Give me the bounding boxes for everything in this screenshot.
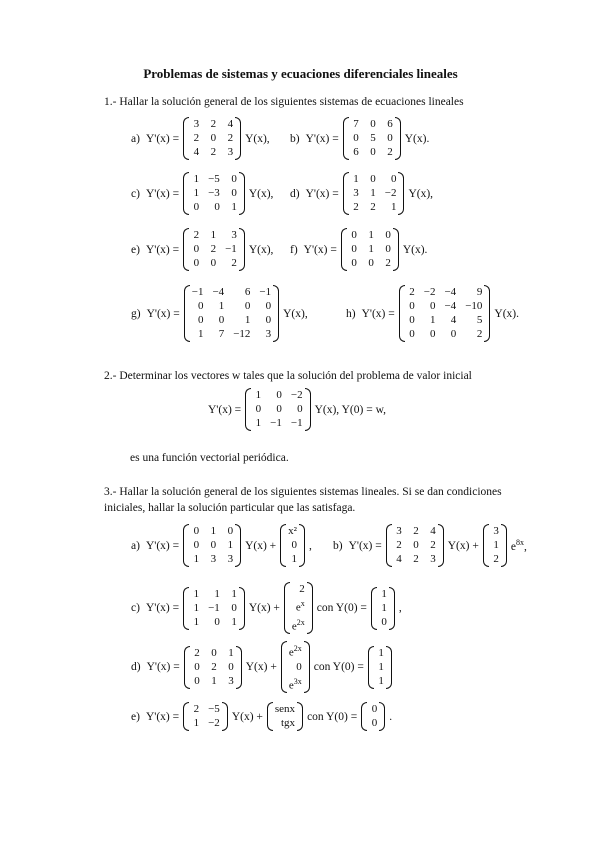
equation-lhs: Y'(x) = xyxy=(361,307,395,320)
eq-3e xyxy=(128,702,395,731)
equation-mid: Y(x) + xyxy=(447,539,479,552)
matrix-cell: tgx xyxy=(281,717,296,729)
matrix-cell: 2 xyxy=(430,539,436,551)
matrix-cell: 2 xyxy=(353,201,359,213)
matrix-cell: 0 xyxy=(210,539,217,551)
matrix-cell: 3 xyxy=(193,118,200,130)
matrix-cell: 0 xyxy=(371,717,378,729)
matrix-cell: 1 xyxy=(390,201,397,213)
matrix-cell: 1 xyxy=(193,553,200,565)
matrix-cell: 0 xyxy=(211,646,217,659)
matrix-cell: −10 xyxy=(465,300,483,312)
matrix-cell: 0 xyxy=(390,173,397,185)
matrix-cell: 2 xyxy=(210,146,217,158)
matrix-cell: 0 xyxy=(387,132,393,144)
item-label: e) xyxy=(131,243,140,256)
matrix-cell: 2 xyxy=(385,257,391,269)
matrix-cell: 0 xyxy=(385,243,391,255)
eq-1f xyxy=(287,228,430,271)
coefficient-matrix xyxy=(183,524,241,567)
matrix-cell: $e^x$ xyxy=(295,599,305,614)
equation-lhs: Y'(x) = xyxy=(145,187,180,200)
coefficient-matrix xyxy=(183,587,245,630)
matrix-cell: 1 xyxy=(210,229,217,241)
matrix-cell: 1 xyxy=(214,587,220,600)
coefficient-matrix xyxy=(183,172,245,215)
matrix-cell: 1 xyxy=(218,300,225,312)
equation-tail: $e^{8x}$, xyxy=(510,538,527,553)
matrix-cell: 1 xyxy=(193,601,200,614)
matrix-cell: 0 xyxy=(210,132,217,144)
equation-rhs: Y(x), xyxy=(248,187,274,200)
matrix-cell: −1 xyxy=(191,286,204,298)
equation-tail: con Y(0) = xyxy=(307,710,358,723)
item-label: c) xyxy=(131,602,140,615)
matrix-cell: 2 xyxy=(193,132,200,144)
matrix-cell: 0 xyxy=(370,173,376,185)
problem-2-heading: 2.- Determinar los vectores w tales que la solución del problema de valor inicial xyxy=(104,370,472,382)
matrix-cell: senx xyxy=(274,703,296,715)
matrix-cell: 1 xyxy=(211,674,217,687)
matrix-cell: 2 xyxy=(193,703,200,715)
matrix-cell: 2 xyxy=(210,118,217,130)
matrix-cell: 0 xyxy=(197,300,204,312)
problem-3-heading: 3.- Hallar la solución general de los siguientes sistemas lineales. Si se dan condiciones iniciales, hallar la solución particular que las satisfaga. xyxy=(104,486,502,514)
equation-rhs: Y(x), xyxy=(245,132,270,145)
matrix-cell: 1 xyxy=(210,525,217,537)
coefficient-matrix xyxy=(183,702,228,731)
matrix-cell: 3 xyxy=(396,525,402,537)
eq-3b xyxy=(330,524,530,567)
coefficient-matrix xyxy=(343,117,401,160)
matrix-cell: 0 xyxy=(231,173,237,185)
forcing-vector xyxy=(281,641,310,693)
equation-mid: Y(x) + xyxy=(245,661,277,674)
matrix-cell: 0 xyxy=(371,703,378,715)
equation-lhs: Y'(x) = xyxy=(208,403,242,416)
matrix-cell: 0 xyxy=(214,201,220,213)
matrix-cell: 1 xyxy=(381,601,387,614)
matrix-cell: 1 xyxy=(370,187,376,199)
matrix-cell: −4 xyxy=(212,286,225,298)
matrix-cell: 1 xyxy=(493,539,499,551)
matrix-cell: 0 xyxy=(228,660,234,673)
coefficient-matrix xyxy=(386,524,444,567)
forcing-vector xyxy=(284,582,313,634)
matrix-cell: −3 xyxy=(208,187,220,199)
eq-1e xyxy=(128,228,276,271)
matrix-cell: 2 xyxy=(227,132,234,144)
item-label: a) xyxy=(131,132,140,145)
coefficient-matrix xyxy=(183,228,245,271)
matrix-cell: 2 xyxy=(231,257,237,269)
matrix-cell: 0 xyxy=(385,229,391,241)
item-label: d) xyxy=(131,661,141,674)
matrix-cell: 4 xyxy=(396,553,402,565)
matrix-cell: 0 xyxy=(218,314,225,326)
forcing-vector xyxy=(267,702,303,731)
page-title: Problemas de sistemas y ecuaciones diferenciales lineales xyxy=(143,66,458,81)
matrix-cell: 9 xyxy=(476,286,483,298)
item-label: h) xyxy=(346,307,356,320)
matrix-cell: 1 xyxy=(368,229,374,241)
matrix-cell: 0 xyxy=(413,539,419,551)
matrix-cell: 0 xyxy=(368,257,374,269)
matrix-cell: 1 xyxy=(255,417,262,429)
matrix-cell: 4 xyxy=(450,314,457,326)
matrix-cell: 0 xyxy=(194,660,200,673)
equation-end: . xyxy=(389,710,393,723)
equation-mid: Y(x) + xyxy=(248,602,280,615)
eq-3a xyxy=(128,524,315,567)
equation-rhs: Y(x), xyxy=(408,187,434,200)
coefficient-matrix xyxy=(343,172,405,215)
matrix-cell: 0 xyxy=(381,615,387,628)
equation-lhs: Y'(x) = xyxy=(303,243,337,256)
equation-tail: con Y(0) = xyxy=(313,661,364,674)
matrix-cell: 0 xyxy=(193,525,200,537)
eq-1d xyxy=(287,172,436,215)
matrix-cell: −1 xyxy=(225,243,237,255)
equation-mid: Y(x) + xyxy=(245,539,277,552)
item-label: c) xyxy=(131,187,140,200)
equation-end: , xyxy=(398,602,402,615)
matrix-cell: 1 xyxy=(193,587,200,600)
item-label: d) xyxy=(290,187,300,200)
matrix-cell: 2 xyxy=(194,646,200,659)
matrix-cell: −2 xyxy=(423,286,436,298)
matrix-cell: −4 xyxy=(444,286,457,298)
matrix-cell: 0 xyxy=(214,615,220,628)
equation-lhs: Y'(x) = xyxy=(145,132,180,145)
matrix-cell: 3 xyxy=(227,553,234,565)
matrix-cell: 0 xyxy=(297,403,303,415)
eq-3c xyxy=(128,582,405,634)
equation-lhs: Y'(x) = xyxy=(145,539,180,552)
matrix-cell: 0 xyxy=(197,314,204,326)
matrix-cell: 0 xyxy=(231,601,237,614)
matrix-cell: −12 xyxy=(233,328,251,340)
matrix-cell: 4 xyxy=(227,118,234,130)
matrix-cell: 0 xyxy=(193,243,200,255)
matrix-cell: 2 xyxy=(387,146,393,158)
equation-tail: , xyxy=(308,539,312,552)
matrix-cell: 0 xyxy=(291,539,297,551)
item-label: f) xyxy=(290,243,298,256)
matrix-cell: $e^{3x}$ xyxy=(288,676,302,692)
forcing-vector xyxy=(280,524,305,567)
matrix-cell: 3 xyxy=(265,328,272,340)
equation-rhs: Y(x), xyxy=(248,243,274,256)
matrix-cell: 1 xyxy=(231,587,237,600)
matrix-cell: 2 xyxy=(409,286,415,298)
matrix-cell: 0 xyxy=(255,403,262,415)
problem-1-heading: 1.- Hallar la solución general de los siguientes sistemas de ecuaciones lineales xyxy=(104,96,464,108)
matrix-cell: −1 xyxy=(270,417,282,429)
matrix-cell: 0 xyxy=(409,328,415,340)
matrix-cell: 1 xyxy=(193,615,200,628)
matrix-cell: 1 xyxy=(378,646,384,659)
matrix-cell: 2 xyxy=(193,229,200,241)
matrix-cell: 3 xyxy=(353,187,359,199)
matrix-cell: 3 xyxy=(231,229,237,241)
matrix-cell: 1 xyxy=(378,660,384,673)
matrix-cell: 5 xyxy=(370,132,376,144)
matrix-cell: 3 xyxy=(227,146,234,158)
matrix-cell: −5 xyxy=(208,173,220,185)
matrix-cell: 5 xyxy=(476,314,483,326)
matrix-cell: 3 xyxy=(493,525,499,537)
matrix-cell: 0 xyxy=(450,328,457,340)
forcing-vector xyxy=(483,524,507,567)
matrix-cell: −5 xyxy=(208,703,220,715)
matrix-cell: 0 xyxy=(429,328,436,340)
item-label: b) xyxy=(290,132,300,145)
matrix-cell: 0 xyxy=(409,314,415,326)
matrix-cell: 6 xyxy=(387,118,393,130)
matrix-cell: 1 xyxy=(227,539,234,551)
matrix-cell: 0 xyxy=(276,403,282,415)
matrix-cell: 2 xyxy=(413,525,419,537)
equation-rhs: Y(x), Y(0) = w, xyxy=(314,403,387,416)
equation-rhs: Y(x), xyxy=(283,307,308,320)
problem-2-tail: es una función vectorial periódica. xyxy=(130,452,289,464)
matrix-cell: 2 xyxy=(413,553,419,565)
item-label: e) xyxy=(131,710,140,723)
matrix-cell: 0 xyxy=(231,187,237,199)
matrix-cell: 3 xyxy=(210,553,217,565)
equation-lhs: Y'(x) = xyxy=(305,187,339,200)
matrix-cell: 1 xyxy=(255,389,262,401)
matrix-cell: 2 xyxy=(299,583,305,595)
matrix-cell: 2 xyxy=(476,328,483,340)
matrix-cell: −1 xyxy=(208,601,220,614)
matrix-cell: 0 xyxy=(351,257,357,269)
matrix-cell: 1 xyxy=(368,243,374,255)
matrix-cell: 7 xyxy=(353,118,359,130)
matrix-cell: 6 xyxy=(244,286,251,298)
matrix-cell: 0 xyxy=(265,314,272,326)
matrix-cell: $e^{2x}$ xyxy=(288,644,302,659)
matrix-cell: 0 xyxy=(296,660,302,673)
matrix-cell: 1 xyxy=(231,201,237,213)
matrix-cell: 1 xyxy=(244,314,251,326)
matrix-cell: −4 xyxy=(444,300,457,312)
matrix-cell: −2 xyxy=(384,187,397,199)
matrix-cell: 3 xyxy=(430,553,436,565)
equation-mid: Y(x) + xyxy=(231,710,263,723)
matrix-cell: 1 xyxy=(378,674,384,687)
eq-1h xyxy=(343,285,522,342)
matrix-cell: 2 xyxy=(210,243,217,255)
matrix-cell: 0 xyxy=(193,257,200,269)
matrix-cell: 1 xyxy=(381,587,387,600)
coefficient-matrix xyxy=(184,285,279,342)
equation-lhs: Y'(x) = xyxy=(145,710,180,723)
initial-condition-vector xyxy=(361,702,385,731)
equation-lhs: Y'(x) = xyxy=(145,243,180,256)
equation-rhs: Y(x). xyxy=(402,243,428,256)
item-label: g) xyxy=(131,307,141,320)
matrix-cell: 0 xyxy=(370,146,376,158)
matrix-cell: 4 xyxy=(430,525,436,537)
matrix-cell: 1 xyxy=(228,646,234,659)
matrix-cell: −2 xyxy=(290,389,303,401)
equation-rhs: Y(x). xyxy=(404,132,430,145)
coefficient-matrix xyxy=(183,117,241,160)
matrix-cell: x² xyxy=(288,525,297,537)
initial-condition-vector xyxy=(371,587,395,630)
matrix-cell: 0 xyxy=(409,300,415,312)
matrix-cell: 0 xyxy=(193,201,200,213)
matrix-cell: 0 xyxy=(194,674,200,687)
equation-rhs: Y(x). xyxy=(494,307,519,320)
equation-lhs: Y'(x) = xyxy=(146,307,180,320)
matrix-cell: 3 xyxy=(228,674,234,687)
matrix-cell: 1 xyxy=(353,173,359,185)
matrix-cell: 1 xyxy=(291,553,297,565)
matrix-cell: 0 xyxy=(276,389,282,401)
eq-1g xyxy=(128,285,311,342)
coefficient-matrix xyxy=(245,388,310,431)
matrix-cell: 0 xyxy=(370,118,376,130)
matrix-cell: 2 xyxy=(396,539,402,551)
coefficient-matrix xyxy=(399,285,491,342)
equation-lhs: Y'(x) = xyxy=(305,132,339,145)
equation-lhs: Y'(x) = xyxy=(146,661,180,674)
eq-2 xyxy=(205,388,389,431)
coefficient-matrix xyxy=(184,646,242,689)
eq-1a xyxy=(128,117,273,160)
item-label: b) xyxy=(333,539,343,552)
matrix-cell: 0 xyxy=(193,539,200,551)
eq-1b xyxy=(287,117,432,160)
initial-condition-vector xyxy=(368,646,392,689)
matrix-cell: 0 xyxy=(227,525,234,537)
equation-lhs: Y'(x) = xyxy=(348,539,382,552)
matrix-cell: 1 xyxy=(197,328,204,340)
matrix-cell: 0 xyxy=(244,300,251,312)
matrix-cell: 1 xyxy=(429,314,436,326)
matrix-cell: 0 xyxy=(265,300,272,312)
matrix-cell: −2 xyxy=(208,717,220,729)
matrix-cell: 6 xyxy=(353,146,359,158)
matrix-cell: 4 xyxy=(193,146,200,158)
matrix-cell: 2 xyxy=(211,660,217,673)
matrix-cell: 0 xyxy=(353,132,359,144)
matrix-cell: 1 xyxy=(193,187,200,199)
matrix-cell: $e^{2x}$ xyxy=(291,617,305,633)
matrix-cell: 7 xyxy=(218,328,225,340)
coefficient-matrix xyxy=(341,228,399,271)
eq-1c xyxy=(128,172,276,215)
matrix-cell: 1 xyxy=(193,717,200,729)
matrix-cell: 0 xyxy=(210,257,217,269)
matrix-cell: 1 xyxy=(193,173,200,185)
matrix-cell: −1 xyxy=(290,417,303,429)
matrix-cell: 2 xyxy=(370,201,376,213)
matrix-cell: 0 xyxy=(351,243,357,255)
matrix-cell: −1 xyxy=(259,286,272,298)
eq-3d xyxy=(128,641,393,693)
matrix-cell: 1 xyxy=(231,615,237,628)
matrix-cell: 2 xyxy=(493,553,499,565)
item-label: a) xyxy=(131,539,140,552)
matrix-cell: 0 xyxy=(351,229,357,241)
matrix-cell: 0 xyxy=(429,300,436,312)
equation-tail: con Y(0) = xyxy=(316,602,367,615)
equation-lhs: Y'(x) = xyxy=(145,602,180,615)
